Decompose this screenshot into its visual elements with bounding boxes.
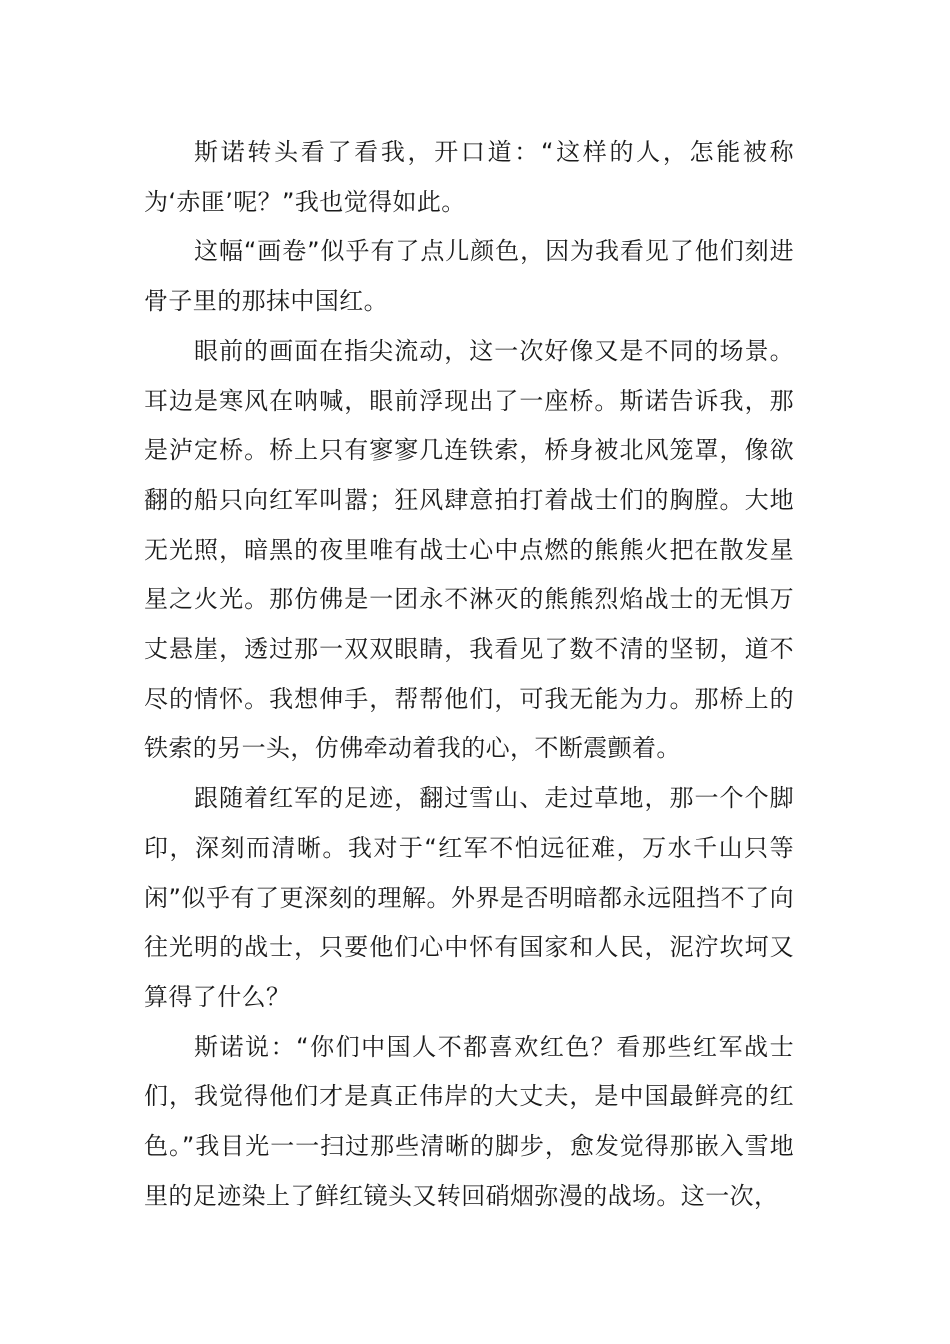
- paragraph-5: 斯诺说：“你们中国人不都喜欢红色？看那些红军战士们，我觉得他们才是真正伟岸的大丈夫，是中国最鲜亮的红色。”我目光一一扫过那些清晰的脚步，愈发觉得那嵌入雪地里的足迹染上了鲜红镜头又转回硝烟弥漫的战场。这一次，: [144, 1032, 794, 1210]
- paragraph-3: 眼前的画面在指尖流动，这一次好像又是不同的场景。耳边是寒风在呐喊，眼前浮现出了一座桥。斯诺告诉我，那是泸定桥。桥上只有寥寥几连铁索，桥身被北风笼罩，像欲翻的船只向红军叫嚣；狂风肆意拍打着战士们的胸膛。大地无光照，暗黑的夜里唯有战士心中点燃的熊熊火把在散发星星之火光。那仿佛是一团永不淋灭的熊熊烈焰战士的无惧万丈悬崖，透过那一双双眼睛，我看见了数不清的坚韧，道不尽的情怀。我想伸手，帮帮他们，可我无能为力。那桥上的铁索的另一头，仿佛牵动着我的心，不断震颤着。: [144, 336, 794, 763]
- document-body: [144, 128, 794, 1221]
- paragraph-1: 斯诺转头看了看我，开口道：“这样的人，怎能被称为‘赤匪’呢？”我也觉得如此。: [144, 138, 794, 216]
- paragraph-4: 跟随着红军的足迹，翻过雪山、走过草地，那一个个脚印，深刻而清晰。我对于“红军不怕远征难，万水千山只等闲”似乎有了更深刻的理解。外界是否明暗都永远阻挡不了向往光明的战士，只要他们心中怀有国家和人民，泥泞坎坷又算得了什么？: [144, 784, 794, 1011]
- paragraph-2: 这幅“画卷”似乎有了点儿颜色，因为我看见了他们刻进骨子里的那抹中国红。: [144, 237, 794, 316]
